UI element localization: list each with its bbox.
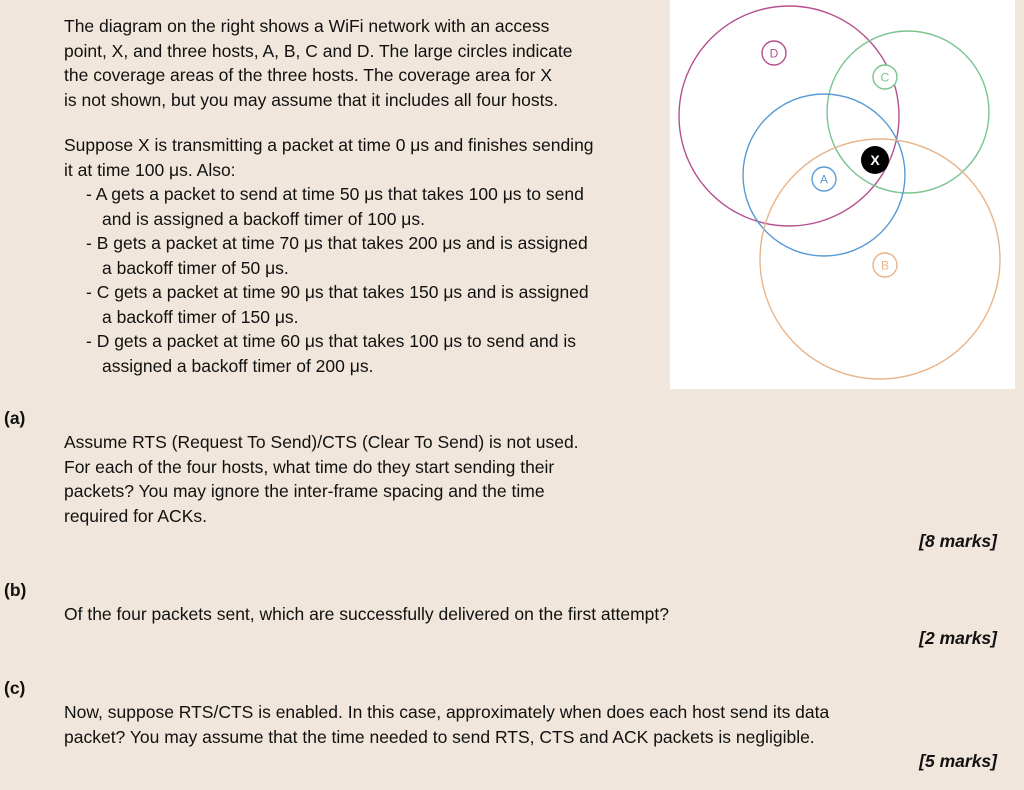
intro-paragraph-2 bbox=[64, 133, 594, 378]
bullet-host-b-cont: a backoff timer of 50 μs. bbox=[102, 257, 289, 278]
host-a-node bbox=[812, 167, 836, 191]
part-c-question bbox=[64, 700, 829, 749]
text-line: point, X, and three hosts, A, B, C and D. The large circles indicate bbox=[64, 40, 573, 61]
bullet-host-d-cont: assigned a backoff timer of 200 μs. bbox=[102, 355, 374, 376]
access-point-x-label: X bbox=[870, 152, 880, 168]
text-line: Assume RTS (Request To Send)/CTS (Clear To Send) is not used. bbox=[64, 432, 579, 452]
intro-paragraph-1 bbox=[64, 14, 572, 112]
part-a-question bbox=[64, 430, 579, 528]
text-line: is not shown, but you may assume that it includes all four hosts. bbox=[64, 89, 559, 110]
bullet-host-a-cont: and is assigned a backoff timer of 100 μs. bbox=[102, 208, 425, 229]
text-line: required for ACKs. bbox=[64, 505, 207, 526]
host-b-node bbox=[873, 253, 897, 277]
text-line: Now, suppose RTS/CTS is enabled. In this case, approximately when does each host send its data bbox=[64, 702, 830, 722]
bullet-host-b: - B gets a packet at time 70 μs that takes 200 μs and is assigned bbox=[86, 233, 588, 253]
text-line: packets? You may ignore the inter-frame spacing and the time bbox=[64, 481, 545, 501]
host-a-label: A bbox=[819, 172, 829, 187]
coverage-circle-d bbox=[679, 6, 899, 226]
bullet-host-c-cont: a backoff timer of 150 μs. bbox=[102, 306, 299, 327]
host-b-label: B bbox=[880, 258, 890, 273]
host-c-node bbox=[873, 65, 897, 89]
part-c-marks: [5 marks] bbox=[919, 751, 997, 771]
part-a-marks: [8 marks] bbox=[919, 531, 997, 551]
text-line: For each of the four hosts, what time do they start sending their bbox=[64, 456, 555, 477]
text-line: Of the four packets sent, which are successfully delivered on the first attempt? bbox=[64, 604, 670, 624]
host-d-node bbox=[762, 41, 786, 65]
host-c-label: C bbox=[880, 70, 890, 85]
text-line: packet? You may assume that the time needed to send RTS, CTS and ACK packets is negligible. bbox=[64, 726, 815, 747]
part-b-label: (b) bbox=[4, 580, 27, 600]
part-b-question bbox=[64, 602, 669, 627]
text-line: the coverage areas of the three hosts. The coverage area for X bbox=[64, 65, 553, 85]
bullet-host-c: - C gets a packet at time 90 μs that takes 150 μs and is assigned bbox=[86, 282, 589, 302]
access-point-x-node bbox=[861, 146, 889, 174]
part-b-marks: [2 marks] bbox=[919, 628, 997, 648]
part-c-label: (c) bbox=[4, 678, 26, 698]
coverage-circle-c bbox=[827, 31, 989, 193]
part-a-label: (a) bbox=[4, 408, 26, 428]
network-diagram bbox=[670, 0, 1015, 389]
bullet-host-d: - D gets a packet at time 60 μs that takes 100 μs to send and is bbox=[86, 331, 577, 351]
bullet-host-a: - A gets a packet to send at time 50 μs that takes 100 μs to send bbox=[86, 184, 584, 204]
text-line: The diagram on the right shows a WiFi network with an access bbox=[64, 16, 550, 36]
text-line: Suppose X is transmitting a packet at time 0 μs and finishes sending bbox=[64, 135, 594, 155]
network-diagram-svg bbox=[670, 0, 1015, 389]
host-d-label: D bbox=[769, 46, 779, 61]
text-line: it at time 100 μs. Also: bbox=[64, 159, 236, 180]
